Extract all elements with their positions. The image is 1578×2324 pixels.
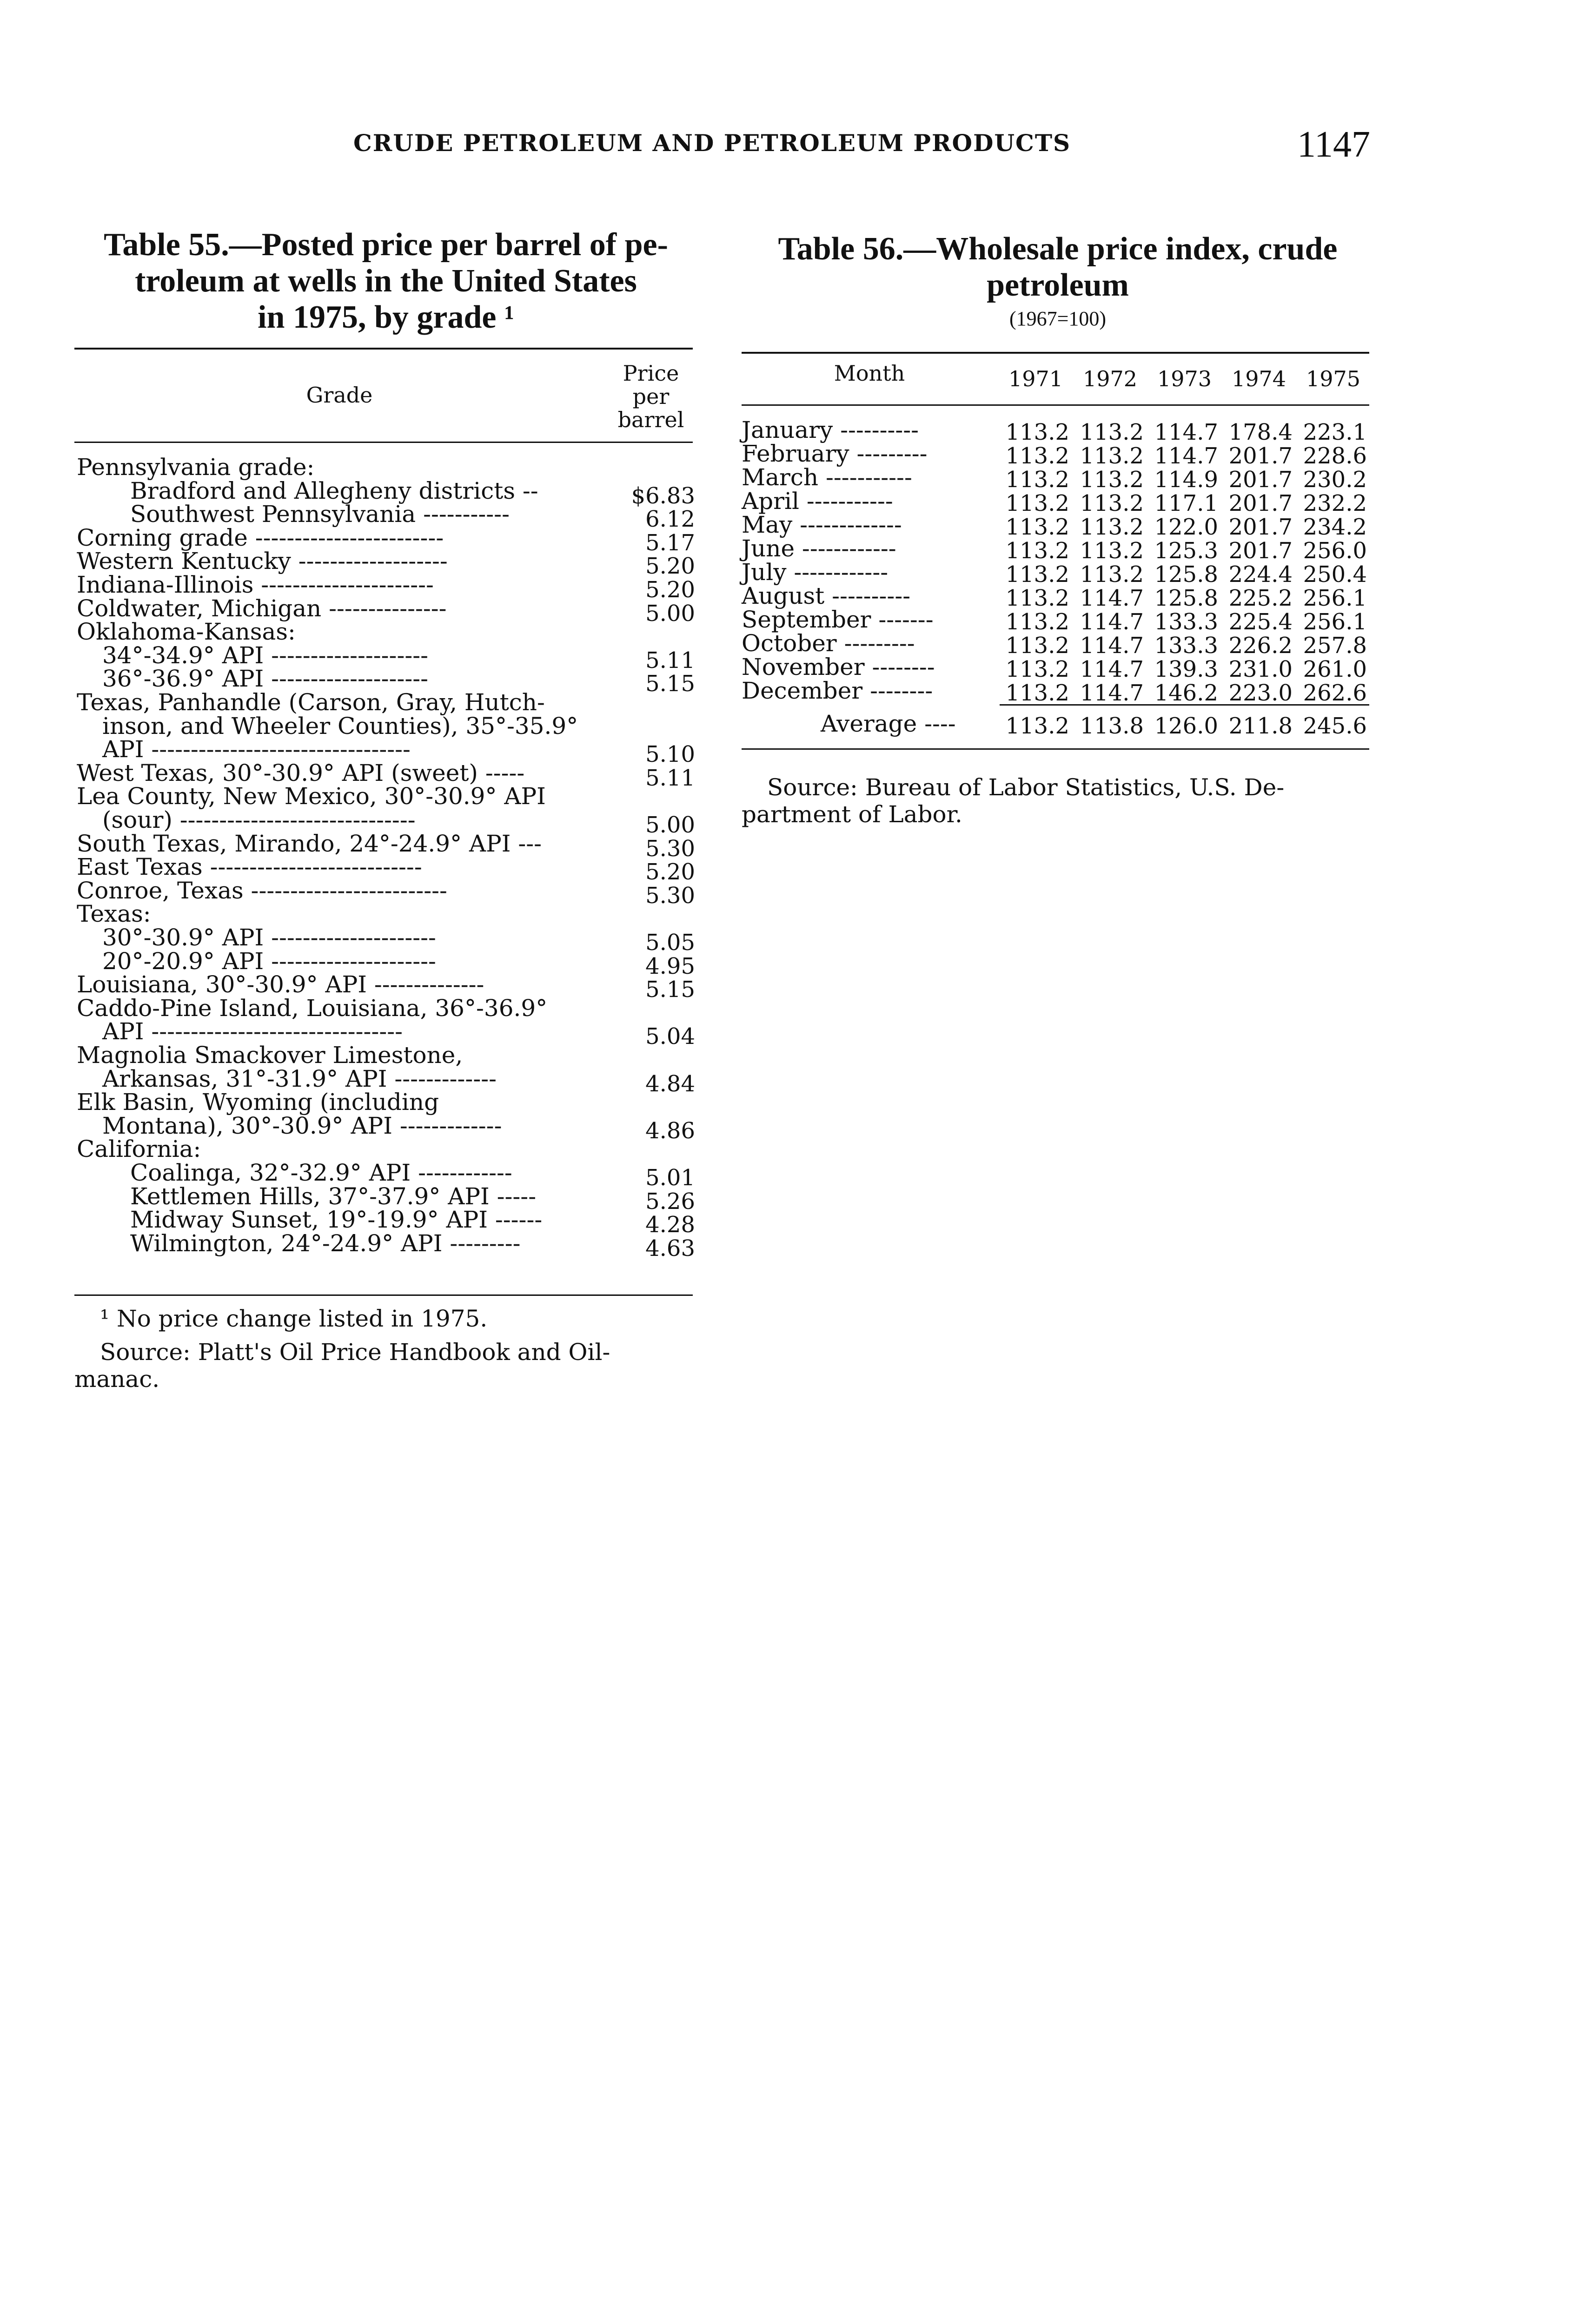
page-header: CRUDE PETROLEUM AND PETROLEUM PRODUCTS bbox=[353, 129, 1071, 157]
table55-row-label: Corning grade ------------------------ bbox=[77, 524, 444, 551]
table56-row-value: 113.2 bbox=[1080, 419, 1144, 445]
table56-row-value: 125.8 bbox=[1154, 585, 1218, 611]
table55-row-label: Magnolia Smackover Limestone, bbox=[77, 1042, 463, 1069]
table56-row-value: 114.9 bbox=[1154, 467, 1218, 493]
table55-row-label: 36°-36.9° API -------------------- bbox=[102, 665, 429, 692]
table56-row-value: 113.2 bbox=[1005, 656, 1069, 682]
table56-row-value: 113.2 bbox=[1080, 467, 1144, 493]
table55-row-label: API --------------------------------- bbox=[102, 736, 411, 763]
table56-row-value: 113.2 bbox=[1080, 538, 1144, 564]
table55-title-line: Table 55.—Posted price per barrel of pe- bbox=[104, 227, 668, 263]
table55-row-label: Louisiana, 30°-30.9° API -------------- bbox=[77, 971, 484, 998]
table56-title-line: petroleum bbox=[987, 267, 1129, 303]
table56-row-month: April ----------- bbox=[742, 488, 893, 515]
table56-year-header: 1972 bbox=[1082, 366, 1138, 391]
table55-row-label: Coldwater, Michigan --------------- bbox=[77, 595, 447, 622]
table56-source-line: partment of Labor. bbox=[742, 801, 962, 828]
table56-row-value: 122.0 bbox=[1154, 514, 1218, 540]
table56-row-value: 230.2 bbox=[1303, 467, 1367, 493]
table55-row-label: Texas, Panhandle (Carson, Gray, Hutch- bbox=[77, 689, 545, 716]
table56-average-value: 113.8 bbox=[1080, 713, 1144, 739]
table55-row-label: South Texas, Mirando, 24°-24.9° API --- bbox=[77, 830, 542, 857]
table55-row-label: Pennsylvania grade: bbox=[77, 454, 315, 481]
table56-row-value: 113.2 bbox=[1005, 680, 1069, 706]
table56-row-value: 113.2 bbox=[1005, 490, 1069, 516]
table56-row-value: 114.7 bbox=[1080, 656, 1144, 682]
table56-row-value: 262.6 bbox=[1303, 680, 1367, 706]
table55-row-value: 5.26 bbox=[645, 1188, 695, 1215]
table56-row-value: 113.2 bbox=[1005, 561, 1069, 588]
table56-row-value: 113.2 bbox=[1080, 443, 1144, 469]
table56-row-value: 113.2 bbox=[1005, 609, 1069, 635]
table56-row-value: 201.7 bbox=[1228, 514, 1293, 540]
table56-row-value: 114.7 bbox=[1154, 419, 1218, 445]
table55-row-label: Arkansas, 31°-31.9° API ------------- bbox=[102, 1065, 497, 1092]
table56-row-month: October --------- bbox=[742, 630, 915, 657]
table55-title-line: troleum at wells in the United States bbox=[135, 263, 637, 299]
table56-row-value: 178.4 bbox=[1228, 419, 1293, 445]
table56-row-value: 256.0 bbox=[1303, 538, 1367, 564]
table55-row-label: Lea County, New Mexico, 30°-30.9° API bbox=[77, 783, 546, 810]
table55-row-value: 5.20 bbox=[645, 859, 695, 885]
table56-header-rule bbox=[742, 404, 1369, 406]
table56-title bbox=[739, 231, 1376, 304]
table56-row-value: 114.7 bbox=[1154, 443, 1218, 469]
table56-row-value: 133.3 bbox=[1154, 633, 1218, 659]
table55-row-value: 5.30 bbox=[645, 836, 695, 862]
table55-row-label: (sour) ------------------------------ bbox=[102, 806, 416, 833]
table55-row-value: 5.15 bbox=[645, 977, 695, 1003]
table56-row-value: 113.2 bbox=[1005, 538, 1069, 564]
table56-row-value: 133.3 bbox=[1154, 609, 1218, 635]
table56-row-month: September ------- bbox=[742, 606, 934, 633]
table56-row-value: 113.2 bbox=[1005, 514, 1069, 540]
table56-year-header: 1974 bbox=[1231, 366, 1286, 391]
table56-subtitle: (1967=100) bbox=[1009, 307, 1107, 330]
table55-row-label: Bradford and Allegheny districts -- bbox=[130, 477, 538, 504]
table55-row-value: 5.20 bbox=[645, 577, 695, 603]
table55-col-price-line: per bbox=[632, 384, 670, 409]
table56-row-value: 201.7 bbox=[1228, 443, 1293, 469]
table56-row-month: July ------------ bbox=[742, 559, 888, 586]
table56-row-value: 113.2 bbox=[1005, 419, 1069, 445]
table56-row-value: 223.1 bbox=[1303, 419, 1367, 445]
table55-col-price-line: barrel bbox=[617, 407, 684, 432]
table55-row-label: 34°-34.9° API -------------------- bbox=[102, 642, 429, 669]
table55-row-label: Texas: bbox=[77, 900, 151, 927]
table55-row-value: 5.05 bbox=[645, 930, 695, 956]
table56-row-value: 117.1 bbox=[1154, 490, 1218, 516]
table55-footnote: ¹ No price change listed in 1975. bbox=[100, 1305, 488, 1332]
table55-source-line: Source: Platt's Oil Price Handbook and Oil- bbox=[100, 1339, 610, 1366]
table56-row-value: 139.3 bbox=[1154, 656, 1218, 682]
table56-row-value: 228.6 bbox=[1303, 443, 1367, 469]
table56-source bbox=[742, 774, 1372, 828]
table55-row-label: East Texas --------------------------- bbox=[77, 853, 422, 880]
page-number: 1147 bbox=[1297, 124, 1371, 165]
table56-row-value: 146.2 bbox=[1154, 680, 1218, 706]
table55-row-label: Southwest Pennsylvania ----------- bbox=[130, 501, 510, 528]
table56-row-month: January ---------- bbox=[742, 416, 919, 443]
table55-row-value: 6.12 bbox=[645, 506, 695, 532]
table56-row-value: 223.0 bbox=[1228, 680, 1293, 706]
table55-row-value: 4.84 bbox=[645, 1071, 695, 1097]
table56-row-value: 113.2 bbox=[1005, 633, 1069, 659]
table55-row-value: 5.17 bbox=[645, 530, 695, 556]
table55-row-label: Wilmington, 24°-24.9° API --------- bbox=[130, 1230, 521, 1257]
table55-row-value: 4.95 bbox=[645, 953, 695, 979]
table55-row-value: 5.10 bbox=[645, 741, 695, 767]
table55-row-value: 4.28 bbox=[645, 1212, 695, 1238]
table55-row-label: Western Kentucky ------------------- bbox=[77, 548, 448, 574]
table56-row-value: 225.4 bbox=[1228, 609, 1293, 635]
table56-year-header: 1971 bbox=[1008, 366, 1063, 391]
table55-col-price-line: Price bbox=[623, 361, 679, 386]
table56-row-value: 113.2 bbox=[1080, 561, 1144, 588]
table56-row-value: 114.7 bbox=[1080, 609, 1144, 635]
table55-row-value: 4.86 bbox=[645, 1118, 695, 1144]
table56-row-value: 256.1 bbox=[1303, 609, 1367, 635]
table55-row-label: Caddo-Pine Island, Louisiana, 36°-36.9° bbox=[77, 995, 548, 1022]
table55-row-label: Montana), 30°-30.9° API ------------- bbox=[102, 1112, 502, 1139]
table55-row-label: Coalinga, 32°-32.9° API ------------ bbox=[130, 1159, 512, 1186]
table56-row-value: 226.2 bbox=[1228, 633, 1293, 659]
table56-top-rule bbox=[742, 352, 1369, 354]
table56-row-value: 113.2 bbox=[1005, 443, 1069, 469]
table55-header-rule bbox=[74, 442, 693, 443]
table55-row-label: 30°-30.9° API --------------------- bbox=[102, 924, 436, 951]
table56-source-line: Source: Bureau of Labor Statistics, U.S. De- bbox=[767, 774, 1285, 801]
table55-title bbox=[74, 227, 697, 336]
table56-row-value: 114.7 bbox=[1080, 633, 1144, 659]
table55-row-value: 5.01 bbox=[645, 1165, 695, 1191]
table56-row-value: 125.3 bbox=[1154, 538, 1218, 564]
table56-bottom-rule bbox=[742, 748, 1369, 750]
table56-year-header: 1973 bbox=[1157, 366, 1212, 391]
table55-row-value: 4.63 bbox=[645, 1235, 695, 1261]
table56-average-value: 113.2 bbox=[1005, 713, 1069, 739]
table55-row-label: West Texas, 30°-30.9° API (sweet) ----- bbox=[77, 759, 525, 786]
table56-row-value: 113.2 bbox=[1005, 585, 1069, 611]
table55-row-value: 5.11 bbox=[645, 765, 695, 791]
table55-row-label: Midway Sunset, 19°-19.9° API ------ bbox=[130, 1206, 543, 1233]
table56-row-value: 201.7 bbox=[1228, 538, 1293, 564]
table55-top-rule bbox=[74, 348, 693, 350]
table56-year-header: 1975 bbox=[1306, 366, 1361, 391]
table55-row-value: 5.20 bbox=[645, 553, 695, 579]
table56-row-value: 261.0 bbox=[1303, 656, 1367, 682]
table56-row-value: 201.7 bbox=[1228, 467, 1293, 493]
table56-col-month: Month bbox=[834, 361, 905, 386]
table56-row-month: November -------- bbox=[742, 654, 935, 680]
table55-bottom-rule bbox=[74, 1294, 693, 1296]
table56-row-month: June ------------ bbox=[742, 535, 896, 562]
table56-average-rule bbox=[1000, 704, 1369, 706]
table56-row-value: 231.0 bbox=[1228, 656, 1293, 682]
table56-row-value: 125.8 bbox=[1154, 561, 1218, 588]
table56-row-value: 256.1 bbox=[1303, 585, 1367, 611]
table55-row-value: 5.00 bbox=[645, 812, 695, 838]
table55-row-value: 5.30 bbox=[645, 883, 695, 909]
table56-row-value: 232.2 bbox=[1303, 490, 1367, 516]
table55-row-label: API -------------------------------- bbox=[102, 1018, 403, 1045]
table55-row-value: 5.04 bbox=[645, 1023, 695, 1050]
table56-row-month: May ------------- bbox=[742, 511, 902, 538]
table55-row-label: inson, and Wheeler Counties), 35°-35.9° bbox=[102, 713, 578, 739]
table56-average-value: 211.8 bbox=[1228, 713, 1293, 739]
table56-row-value: 234.2 bbox=[1303, 514, 1367, 540]
table55-title-line: in 1975, by grade ¹ bbox=[258, 299, 514, 335]
table55-col-grade: Grade bbox=[306, 383, 373, 408]
table55-source bbox=[74, 1339, 695, 1393]
table55-row-value: 5.15 bbox=[645, 671, 695, 697]
table55-row-value: 5.11 bbox=[645, 647, 695, 673]
table55-row-label: California: bbox=[77, 1136, 201, 1162]
table56-row-month: December -------- bbox=[742, 677, 933, 704]
table55-row-label: Indiana-Illinois ---------------------- bbox=[77, 571, 434, 598]
table55-row-value: $6.83 bbox=[631, 483, 695, 509]
table56-row-month: March ----------- bbox=[742, 464, 912, 491]
table55-row-label: Oklahoma-Kansas: bbox=[77, 618, 296, 645]
table55-row-label: Elk Basin, Wyoming (including bbox=[77, 1089, 439, 1116]
table56-row-value: 113.2 bbox=[1080, 514, 1144, 540]
table56-row-value: 113.2 bbox=[1005, 467, 1069, 493]
table56-row-value: 114.7 bbox=[1080, 585, 1144, 611]
table55-row-label: Conroe, Texas ------------------------- bbox=[77, 877, 447, 904]
table56-row-value: 113.2 bbox=[1080, 490, 1144, 516]
table55-row-label: 20°-20.9° API --------------------- bbox=[102, 948, 436, 975]
table56-average-value: 126.0 bbox=[1154, 713, 1218, 739]
table56-row-value: 257.8 bbox=[1303, 633, 1367, 659]
table55-row-value: 5.00 bbox=[645, 601, 695, 627]
table56-row-month: August ---------- bbox=[742, 582, 911, 609]
table56-row-value: 224.4 bbox=[1228, 561, 1293, 588]
table56-row-month: February --------- bbox=[742, 440, 928, 467]
table56-average-label: Average ---- bbox=[821, 710, 956, 737]
table56-row-value: 225.2 bbox=[1228, 585, 1293, 611]
table56-average-value: 245.6 bbox=[1303, 713, 1367, 739]
table55-col-price bbox=[604, 362, 697, 431]
table55-row-label: Kettlemen Hills, 37°-37.9° API ----- bbox=[130, 1183, 537, 1210]
table56-row-value: 201.7 bbox=[1228, 490, 1293, 516]
table56-title-line: Table 56.—Wholesale price index, crude bbox=[778, 231, 1338, 267]
table55-source-line: manac. bbox=[74, 1366, 160, 1393]
table56-row-value: 250.4 bbox=[1303, 561, 1367, 588]
table56-row-value: 114.7 bbox=[1080, 680, 1144, 706]
